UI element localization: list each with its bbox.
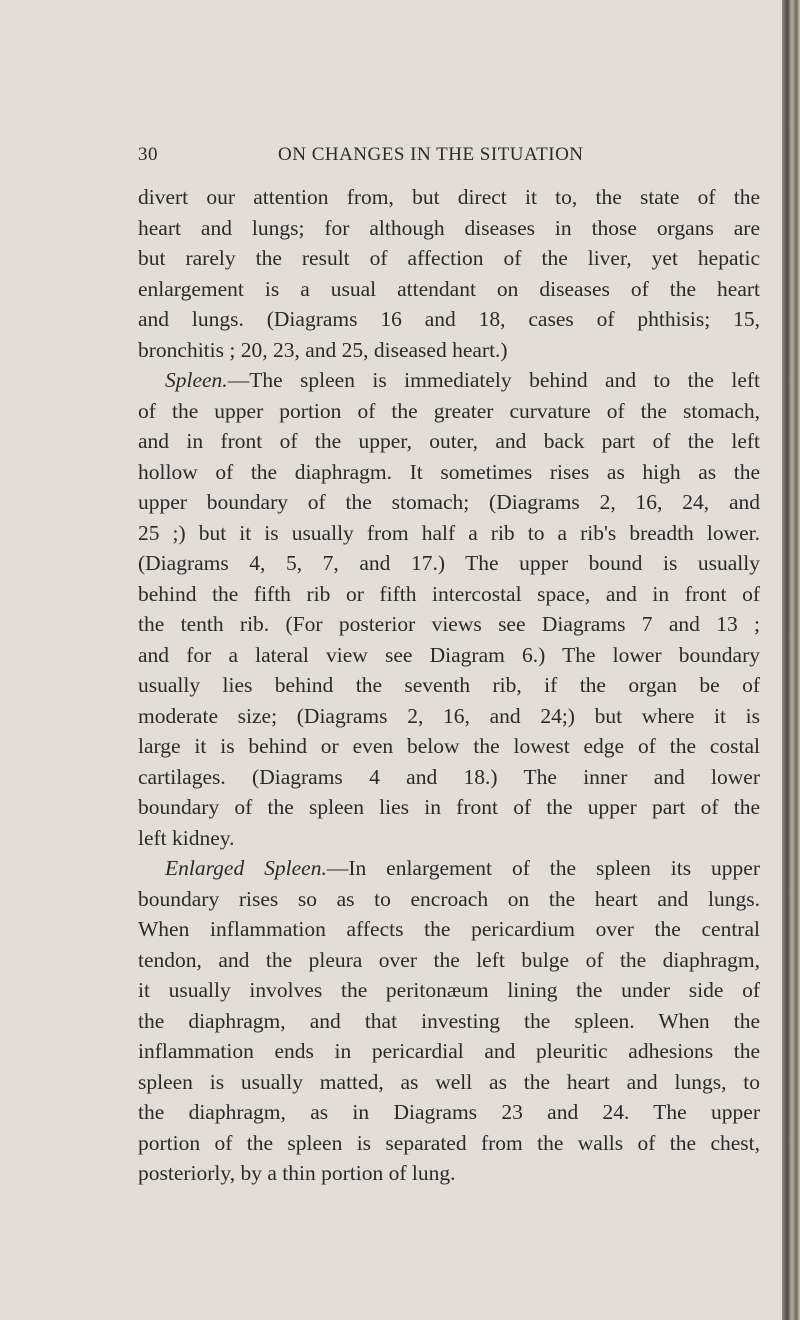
text-line: boundary of the spleen lies in front of the upper part of the (138, 795, 760, 819)
text-line: boundary rises so as to encroach on the heart and lungs. (138, 886, 760, 911)
text-line: bronchitis ; 20, 23, and 25, diseased heart.) (138, 337, 508, 362)
text-line: the tenth rib. (For posterior views see Diagrams 7 and 13 ; (138, 612, 760, 636)
text-line-content: —In enlargement of the spleen its upper (326, 856, 760, 880)
text-line: left kidney. (138, 825, 235, 850)
text-line: portion of the spleen is separated from the walls of the chest, (138, 1130, 760, 1155)
text-line: spleen is usually matted, as well as the heart and lungs, to (138, 1069, 760, 1094)
section-heading-spleen: Spleen. (165, 368, 228, 392)
text-line: behind the fifth rib or fifth intercostal space, and in front of (138, 581, 760, 606)
text-line: it usually involves the peritonæum lining the under side of (138, 978, 760, 1002)
page-header (138, 144, 758, 172)
text-line: and lungs. (Diagrams 16 and 18, cases of phthisis; 15, (138, 307, 760, 331)
text-line: the diaphragm, and that investing the spleen. When the (138, 1008, 760, 1033)
text-line: divert our attention from, but direct it to, the state of the (138, 185, 760, 209)
text-line: enlargement is a usual attendant on diseases of the heart (138, 276, 760, 301)
text-line: moderate size; (Diagrams 2, 16, and 24;) but where it is (138, 703, 760, 728)
text-line: (Diagrams 4, 5, 7, and 17.) The upper bound is usually (138, 551, 760, 575)
text-line: When inflammation affects the pericardium over the central (138, 917, 760, 941)
text-line: but rarely the result of affection of the liver, yet hepatic (138, 246, 760, 270)
text-line: hollow of the diaphragm. It sometimes rises as high as the (138, 459, 760, 484)
text-line (138, 853, 760, 884)
page-number: 30 (138, 144, 158, 165)
paragraph-liver-continued (138, 182, 760, 365)
text-line: inflammation ends in pericardial and pleuritic adhesions the (138, 1039, 760, 1063)
text-line: tendon, and the pleura over the left bulge of the diaphragm, (138, 947, 760, 972)
text-line: the diaphragm, as in Diagrams 23 and 24. The upper (138, 1100, 760, 1124)
paragraph-spleen (138, 365, 760, 853)
text-line: and for a lateral view see Diagram 6.) The lower boundary (138, 642, 760, 667)
body-text (138, 182, 760, 1189)
text-line: 25 ;) but it is usually from half a rib to a rib's breadth lower. (138, 520, 760, 545)
text-line: and in front of the upper, outer, and back part of the left (138, 429, 760, 453)
text-line: large it is behind or even below the lowest edge of the costal (138, 734, 760, 758)
text-line: heart and lungs; for although diseases in those organs are (138, 215, 760, 240)
section-heading-enlarged-spleen: Enlarged Spleen. (165, 856, 327, 880)
text-line: posteriorly, by a thin portion of lung. (138, 1161, 456, 1185)
text-line: of the upper portion of the greater curvature of the stomach, (138, 398, 760, 423)
paragraph-enlarged-spleen (138, 853, 760, 1189)
text-line: upper boundary of the stomach; (Diagrams 2, 16, 24, and (138, 490, 760, 514)
book-edge (782, 0, 800, 1320)
text-line: cartilages. (Diagrams 4 and 18.) The inner and lower (138, 764, 760, 789)
running-head: ON CHANGES IN THE SITUATION (278, 144, 584, 165)
text-line: usually lies behind the seventh rib, if the organ be of (138, 673, 760, 697)
text-line-content: —The spleen is immediately behind and to the left (227, 368, 760, 392)
text-line (138, 365, 760, 396)
